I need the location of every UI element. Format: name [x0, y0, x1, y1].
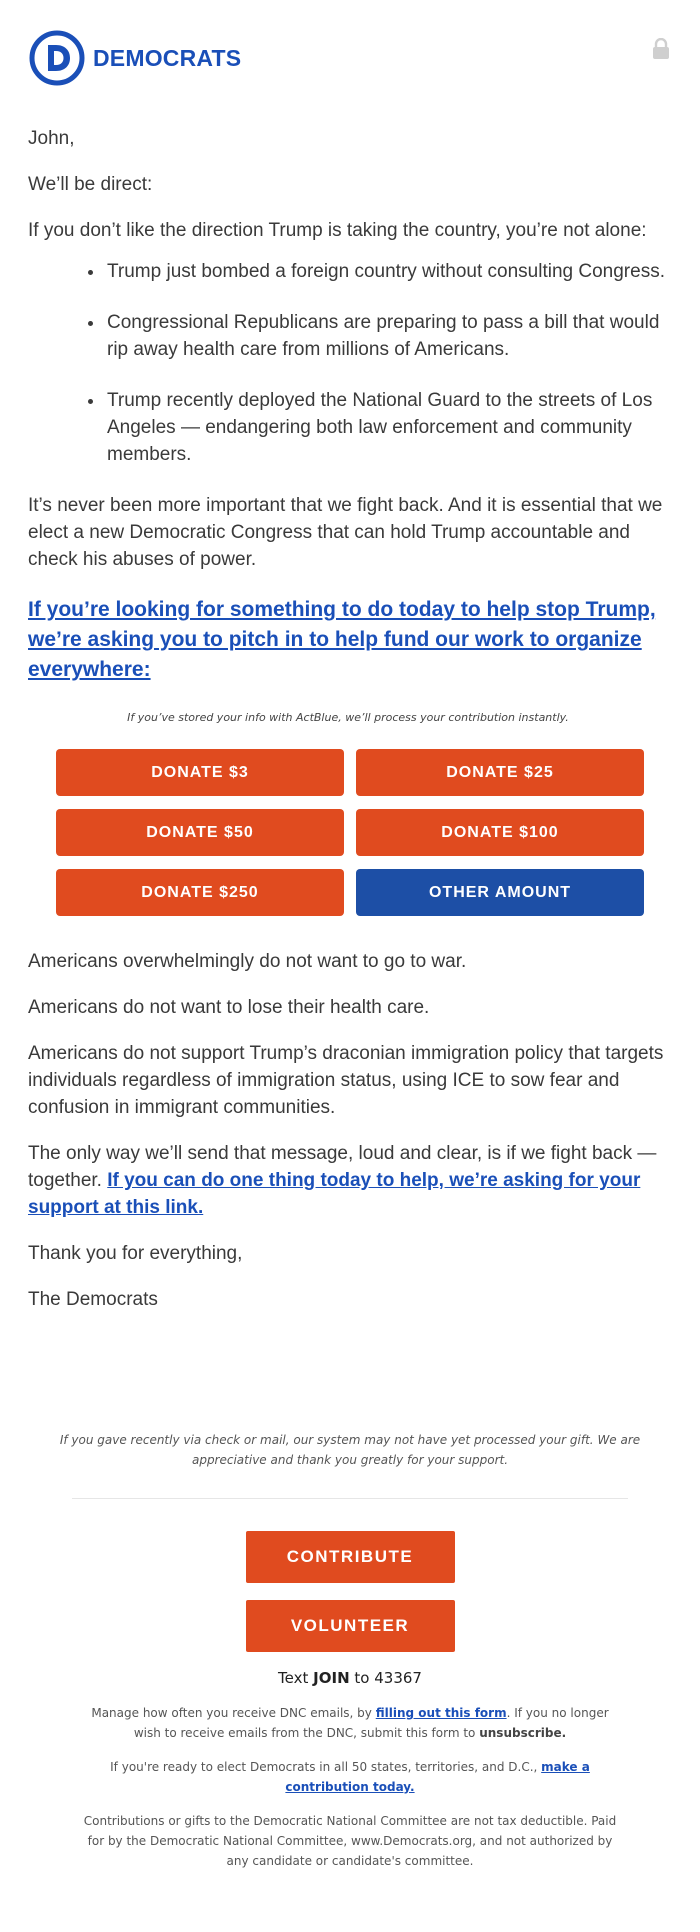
- support-link[interactable]: If you can do one thing today to help, we’re asking for your support at this link.: [28, 1170, 641, 1218]
- manage-prefix: Manage how often you receive DNC emails, by: [91, 1706, 372, 1720]
- donate-50-button[interactable]: DONATE $50: [56, 809, 344, 856]
- logo-text: DEMOCRATS: [93, 44, 242, 71]
- lead-paragraph: If you don’t like the direction Trump is taking the country, you’re not alone:: [28, 220, 647, 241]
- contribution-link[interactable]: make a contribution today.: [285, 1760, 590, 1794]
- donate-3-button[interactable]: DONATE $3: [56, 749, 344, 796]
- legal-disclaimer: Contributions or gifts to the Democratic National Committee are not tax deductible. Paid for by the Democratic National Committee, www.Democrats.org, and not authorized by any candidate or candidate's committee.: [83, 1814, 617, 1868]
- text-prefix: Text: [278, 1669, 309, 1687]
- donate-25-button[interactable]: DONATE $25: [356, 749, 644, 796]
- only-way-paragraph: [28, 1140, 668, 1221]
- ready-prefix: If you're ready to elect Democrats in all 50 states, territories, and D.C.,: [110, 1760, 538, 1774]
- text-keyword: JOIN: [313, 1669, 350, 1687]
- contribute-button[interactable]: CONTRIBUTE: [246, 1531, 455, 1583]
- email-header: [0, 0, 700, 115]
- actblue-note: If you’ve stored your info with ActBlue, we’ll process your contribution instantly.: [127, 711, 569, 724]
- intro-line: We’ll be direct:: [28, 174, 153, 195]
- manage-form-link[interactable]: filling out this form: [375, 1706, 507, 1720]
- volunteer-button[interactable]: VOLUNTEER: [246, 1600, 455, 1652]
- war-paragraph: Americans overwhelmingly do not want to go to war.: [28, 951, 467, 972]
- immigration-paragraph: Americans do not support Trump’s draconian immigration policy that targets individuals regardless of immigration status, using ICE to sow fear and confusion in immigrant communities.: [28, 1043, 664, 1118]
- manage-preferences-text: [80, 1703, 620, 1743]
- other-amount-button[interactable]: OTHER AMOUNT: [356, 869, 644, 916]
- donate-button-grid: [56, 749, 668, 916]
- text-join-line: [0, 1669, 700, 1687]
- footer-divider: [72, 1498, 628, 1499]
- donate-100-button[interactable]: DONATE $100: [356, 809, 644, 856]
- list-item: • Congressional Republicans are preparing to pass a bill that would rip away health care from millions of Americans.: [105, 309, 668, 363]
- signature: The Democrats: [28, 1289, 158, 1310]
- email-footer: [0, 1430, 700, 1885]
- cta-heading: [28, 595, 668, 685]
- gift-note: If you gave recently via check or mail, our system may not have yet processed your gift. We are appreciative and thank you greatly for your support.: [59, 1433, 641, 1467]
- unsubscribe-link[interactable]: unsubscribe.: [479, 1726, 567, 1740]
- greeting: John,: [28, 128, 75, 149]
- democrats-d-logo-icon: [29, 30, 85, 86]
- bullet-list: [28, 258, 668, 468]
- ready-text: [80, 1757, 620, 1797]
- cta-heading-link[interactable]: If you’re looking for something to do today to help stop Trump, we’re asking you to pitch in to help fund our work to organize everywhere:: [28, 598, 656, 681]
- health-paragraph: Americans do not want to lose their health care.: [28, 997, 430, 1018]
- only-way-text: The only way we’ll send that message, loud and clear, is if we fight back — together.: [28, 1143, 657, 1191]
- democrats-logo[interactable]: [29, 30, 241, 86]
- list-item: • Trump just bombed a foreign country without consulting Congress.: [105, 258, 668, 285]
- list-item: • Trump recently deployed the National Guard to the streets of Los Angeles — endangering both law enforcement and community members.: [105, 387, 668, 468]
- lock-icon: [652, 38, 670, 60]
- text-suffix: to 43367: [354, 1669, 422, 1687]
- donate-250-button[interactable]: DONATE $250: [56, 869, 344, 916]
- email-body: [28, 125, 668, 1332]
- manage-suffix: . If you no longer wish to receive emails from the DNC, submit this form to: [133, 1706, 609, 1740]
- fight-back-paragraph: It’s never been more important that we fight back. And it is essential that we elect a new Democratic Congress that can hold Trump accountable and check his abuses of power.: [28, 495, 663, 570]
- thanks-line: Thank you for everything,: [28, 1243, 243, 1264]
